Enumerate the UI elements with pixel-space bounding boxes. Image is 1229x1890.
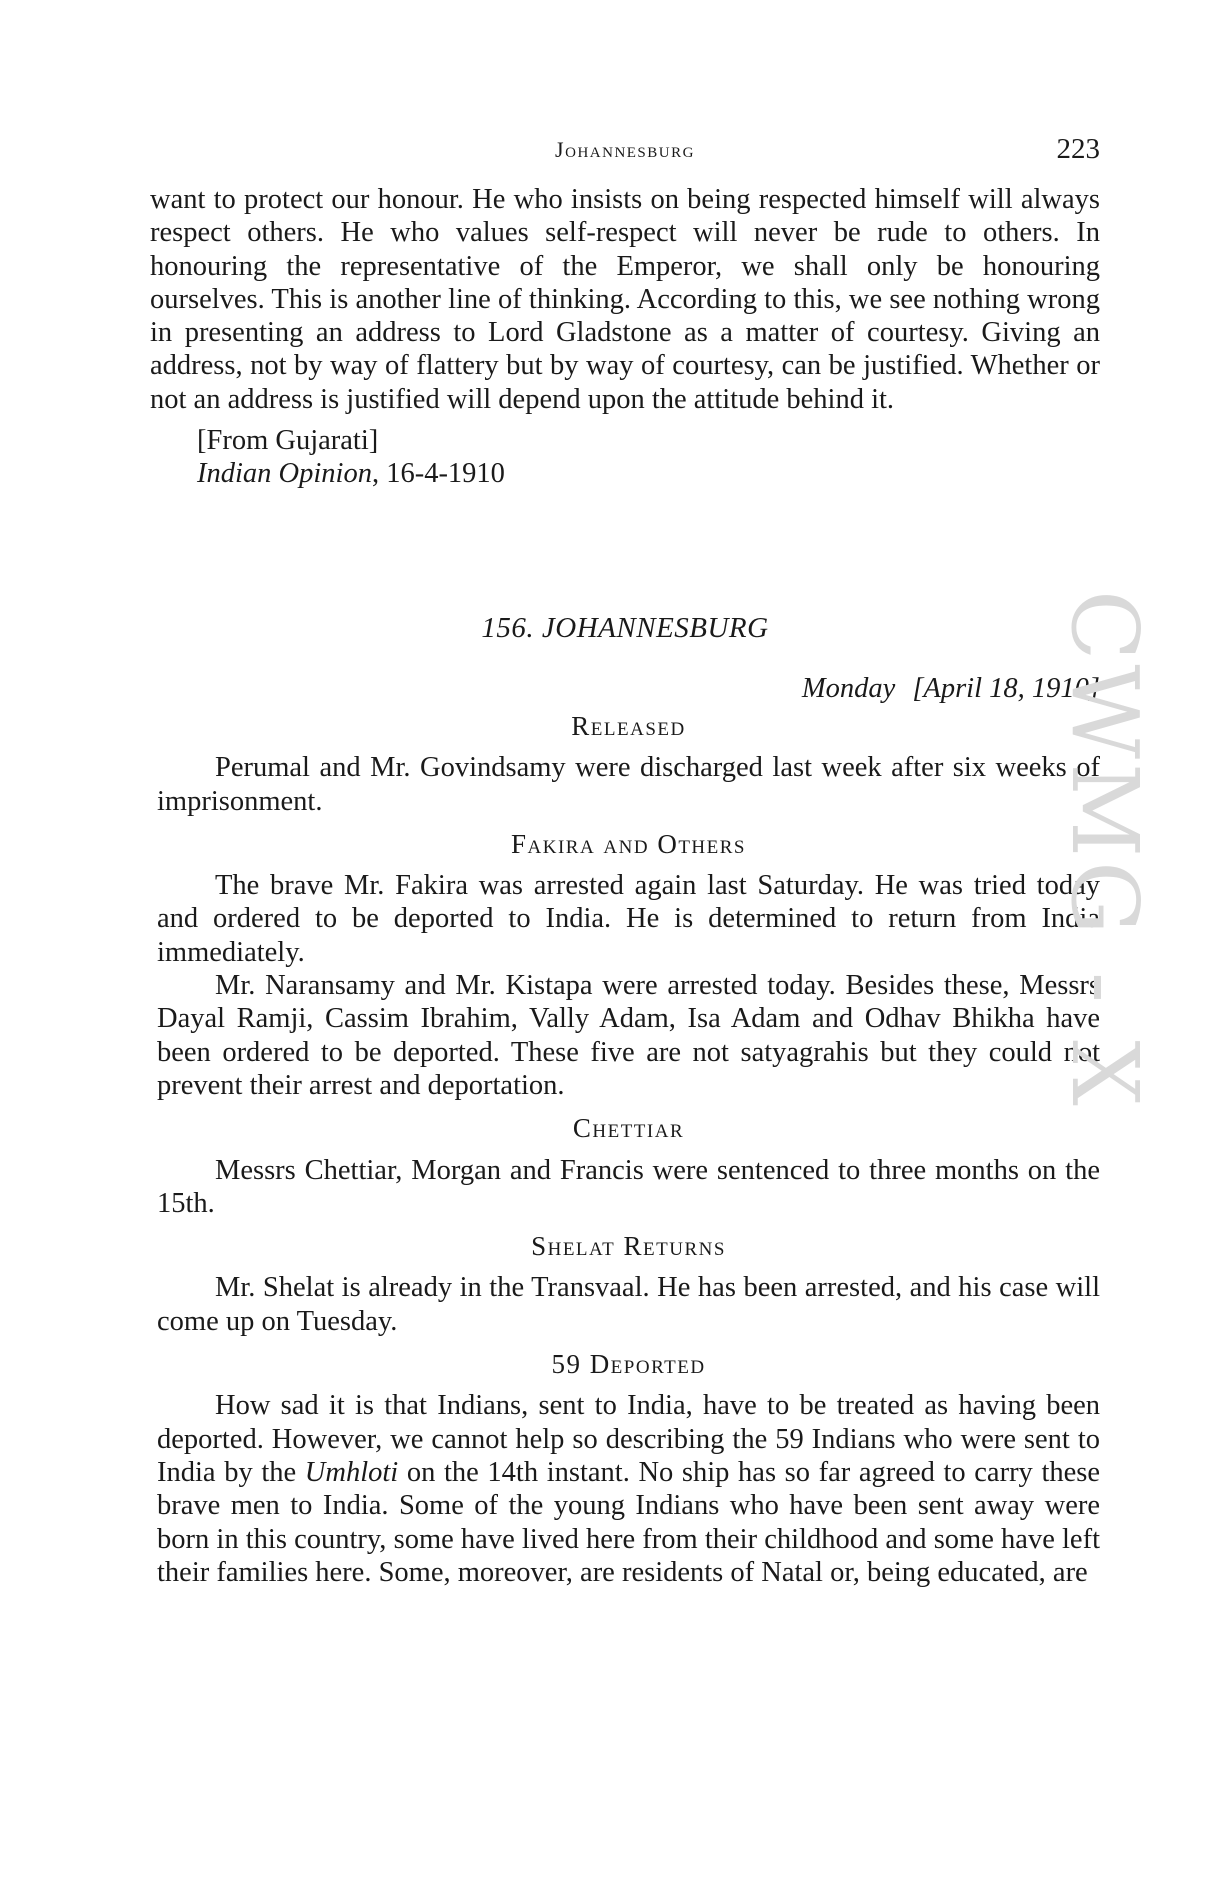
dateline: [150, 673, 1100, 705]
source-citation: [197, 457, 1100, 490]
paragraph: Mr. Shelat is already in the Transvaal. He has been arrested, and his case will come up on Tuesday.: [157, 1272, 1100, 1337]
article-title: 156. JOHANNESBURG: [481, 612, 769, 644]
paragraph: [157, 1389, 1100, 1589]
paragraph: The brave Mr. Fakira was arrested again last Saturday. He was tried today and ordered to be deported to India. He is determined to return from India immediately.: [157, 870, 1100, 968]
page-number: 223: [1056, 133, 1100, 165]
paragraph-text: on the 14th instant. No ship has so far agreed to carry these brave men to India. Some of the young Indians who have been sent away were born in this country, some have lived here from their childhood and some have left their families here. Some, moreover, are residents of Natal or, being educated, are: [157, 1456, 1100, 1588]
dateline-date: [April 18, 1910]: [912, 673, 1100, 704]
running-head: [150, 133, 1100, 167]
publication-date: , 16-4-1910: [371, 458, 505, 490]
paragraph: Messrs Chettiar, Morgan and Francis were sentenced to three months on the 15th.: [157, 1154, 1100, 1219]
section-heading: Released: [571, 711, 686, 741]
running-head-title: Johannesburg: [555, 137, 695, 162]
section-heading: Fakira and Others: [510, 828, 746, 859]
paragraph: want to protect our honour. He who insists on being respected himself will always respect others. He who values self-respect will never be rude to others. In honouring the representative of the Emperor, we shall only be honouring ourselves. This is another line of thinking. According to this, we see nothing wrong in presenting an address to Lord Gladstone as a matter of courtesy. Giving an address, not by way of flattery but by way of courtesy, can be justified. Whether or not an address is justified will depend upon the attitude behind it.: [150, 184, 1100, 415]
previous-article-ending: [150, 183, 1100, 491]
watermark: CWMG - X: [1051, 590, 1158, 1110]
ship-name: Umhloti: [304, 1456, 399, 1488]
paragraph-text: How sad it is that Indians, sent to India, have to be treated as having been deported. However, we cannot help so describing the 59 Indians who were sent to India by the: [157, 1390, 1100, 1488]
article-body: [157, 710, 1100, 1589]
source-language: [From Gujarati]: [197, 425, 379, 457]
section-heading: Chettiar: [572, 1113, 685, 1144]
paragraph: Perumal and Mr. Govindsamy were discharged last week after six weeks of imprisonment.: [157, 752, 1100, 817]
section-heading: 59 Deported: [551, 1349, 706, 1380]
dateline-day: Monday: [801, 673, 896, 704]
paragraph: Mr. Naransamy and Mr. Kistapa were arrested today. Besides these, Messrs Dayal Ramji, Cassim Ibrahim, Vally Adam, Isa Adam and Odhav Bhikha have been ordered to be deported. These five are not satyagrahis but they could not prevent their arrest and deportation.: [157, 970, 1100, 1101]
publication-name: Indian Opinion: [197, 458, 372, 490]
section-heading: Shelat Returns: [531, 1231, 726, 1262]
